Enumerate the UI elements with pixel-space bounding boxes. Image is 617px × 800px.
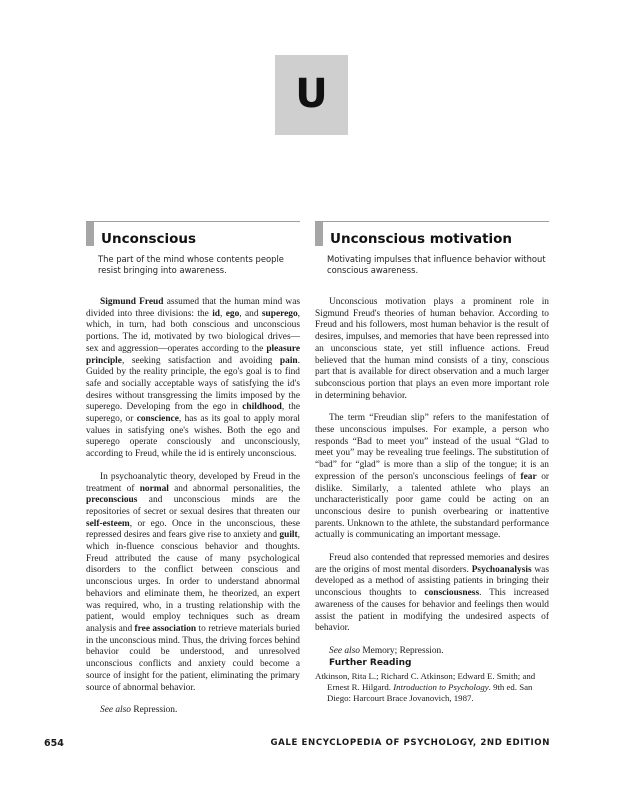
text-run: , the superego, or: [86, 402, 300, 425]
bold-term: free association: [134, 623, 197, 634]
text-run: Atkinson, Rita L.; Richard C. Atkinson; Edward E. Smith; and Ernest R. Hilgard.: [315, 671, 536, 693]
entry-title: Unconscious motivation: [330, 231, 513, 247]
reference-item: [315, 671, 549, 704]
see-also: [315, 646, 549, 658]
bold-term: fear: [520, 471, 537, 482]
right-column: [315, 221, 549, 704]
text-run: , which, in turn, had both conscious and unconscious portions. The id, motivated by two biological drives—sex and aggression—operates according to the: [86, 308, 300, 354]
paragraph: [86, 472, 300, 694]
text-run: , and: [239, 308, 262, 319]
text-run: . 9th ed. San Diego: Harcourt Brace Jovanovich, 1987.: [327, 682, 533, 704]
text-run: , has as its goal to apply moral values in satisfying one's wishes. Both the ego and superego operate consciously and unconsciously, according to Freud, while the id is entirely unconscious.: [86, 414, 300, 460]
paragraph: [86, 297, 300, 461]
entry-definition: The part of the mind whose contents people resist bringing into awareness.: [98, 254, 284, 275]
heading-bar: [315, 222, 323, 246]
section-letter: U: [295, 71, 328, 117]
bold-term: normal: [139, 483, 169, 494]
left-column: [86, 221, 300, 717]
text-run: , which in-fluence conscious behavior and thoughts. Freud attributed the cause of many psychological disorders to the conflict between conscious and unconscious urges. In order to understand abnormal behaviors and eliminate them, he theorized, an expert was required, who, in a trusting relationship with the patient, would employ techniques such as dream analysis and: [86, 530, 300, 634]
bold-term: consciousness: [424, 588, 480, 599]
bold-term: Psychoanalysis: [471, 564, 532, 575]
text-run: , seeking satisfaction and avoiding: [121, 355, 280, 366]
further-reading-heading: Further Reading: [329, 657, 412, 668]
bold-term: conscience: [136, 414, 179, 425]
italic-title: Introduction to Psychology: [393, 682, 489, 693]
section-letter-box: [275, 55, 348, 135]
entry-definition: Motivating impulses that influence behavior without conscious awareness.: [327, 254, 546, 275]
see-also-label: See also: [329, 645, 360, 656]
heading-bar: [86, 222, 94, 246]
bold-term: ego: [225, 308, 240, 319]
bold-term: id: [212, 308, 221, 319]
entry-body: [315, 297, 549, 704]
bold-term: self-esteem: [86, 518, 130, 529]
bold-term: Sigmund Freud: [100, 297, 164, 307]
see-also: [86, 705, 300, 717]
text-run: The term “Freudian slip” refers to the manifestation of these unconscious impulses. For example, a person who responds “Bad to meet you” instead of the usual “Glad to meet you” may be revealing true feelings. The substitution of “bad” for “glad” is more than a slip of the tongue; it is an expression of the person's unconscious feelings of: [315, 413, 549, 482]
text-run: or dislike. Similarly, a talented athlete who plays an uncharacteristically poor game could be acting on an unconscious desire to punish overbearing or inattentive parents. Unknown to the athlete, the substandard performance actually is communicating an important message.: [315, 471, 549, 541]
bold-term: superego: [261, 308, 298, 319]
text-run: Freud also contended that repressed memories and desires are the origins of most mental disorders.: [315, 553, 549, 575]
running-footer-title: GALE ENCYCLOPEDIA OF PSYCHOLOGY, 2ND EDITION: [270, 738, 550, 748]
entry-body: [86, 297, 300, 717]
text-run: and abnormal personalities, the: [168, 483, 300, 494]
text-run: to retrieve materials buried in the unconscious mind. Thus, the driving forces behind behavior could be understood, and unresolved unconscious conflicts and anxiety could become a source of insight for the patient, eliminating the primary source of abnormal behavior.: [86, 623, 300, 693]
entry-title: Unconscious: [101, 231, 197, 247]
bold-term: preconscious: [86, 495, 138, 506]
see-also-text: Repression.: [130, 705, 178, 716]
text-run: In psychoanalytic theory, developed by Freud in the treatment of: [86, 471, 300, 494]
text-run: was developed as a method of assisting patients in bringing their unconscious thoughts to: [315, 564, 549, 599]
text-run: . This increased awareness of the causes for behavior and feelings then would assist the patient in modifying the undesired aspects of behavior.: [315, 588, 549, 634]
see-also-label: See also: [100, 705, 131, 716]
see-also-text: Memory; Repression.: [359, 645, 444, 656]
paragraph: [315, 297, 549, 402]
page-number: 654: [44, 738, 64, 749]
bold-term: pleasure principle: [86, 343, 300, 366]
bold-term: guilt: [279, 530, 298, 541]
text-run: and unconscious minds are the repositories of secret or sexual desires that threaten our: [86, 495, 300, 517]
page-footer: [44, 738, 550, 752]
paragraph: [315, 553, 549, 635]
paragraph: [315, 413, 549, 542]
text-run: Unconscious motivation plays a prominent role in Sigmund Freud's theories of human behavior. According to Freud and his followers, most human behavior is the result of desires, impulses, and memories that have been repressed into an unconscious state, yet still influence actions. Freud believed that the human mind consists of a tiny, conscious part that is available for direct observation and a much larger subconscious portion that plays an even more important role in determining behavior.: [315, 297, 549, 401]
entry-heading: [86, 221, 300, 250]
text-run: , or ego. Once in the unconscious, these repressed desires and fears give rise to anxiety and: [86, 518, 300, 541]
text-run: . Guided by the reality principle, the ego's goal is to find safe and socially acceptable ways of satisfying the id's desires without transgressing the limits imposed by the superego. Developing from the ego in: [86, 355, 300, 413]
entry-heading: [315, 221, 549, 250]
text-run: ,: [220, 308, 226, 319]
text-run: assumed that the human mind was divided into three divisions: the: [86, 297, 301, 319]
bold-term: childhood: [242, 402, 282, 413]
bold-term: pain: [279, 355, 298, 366]
